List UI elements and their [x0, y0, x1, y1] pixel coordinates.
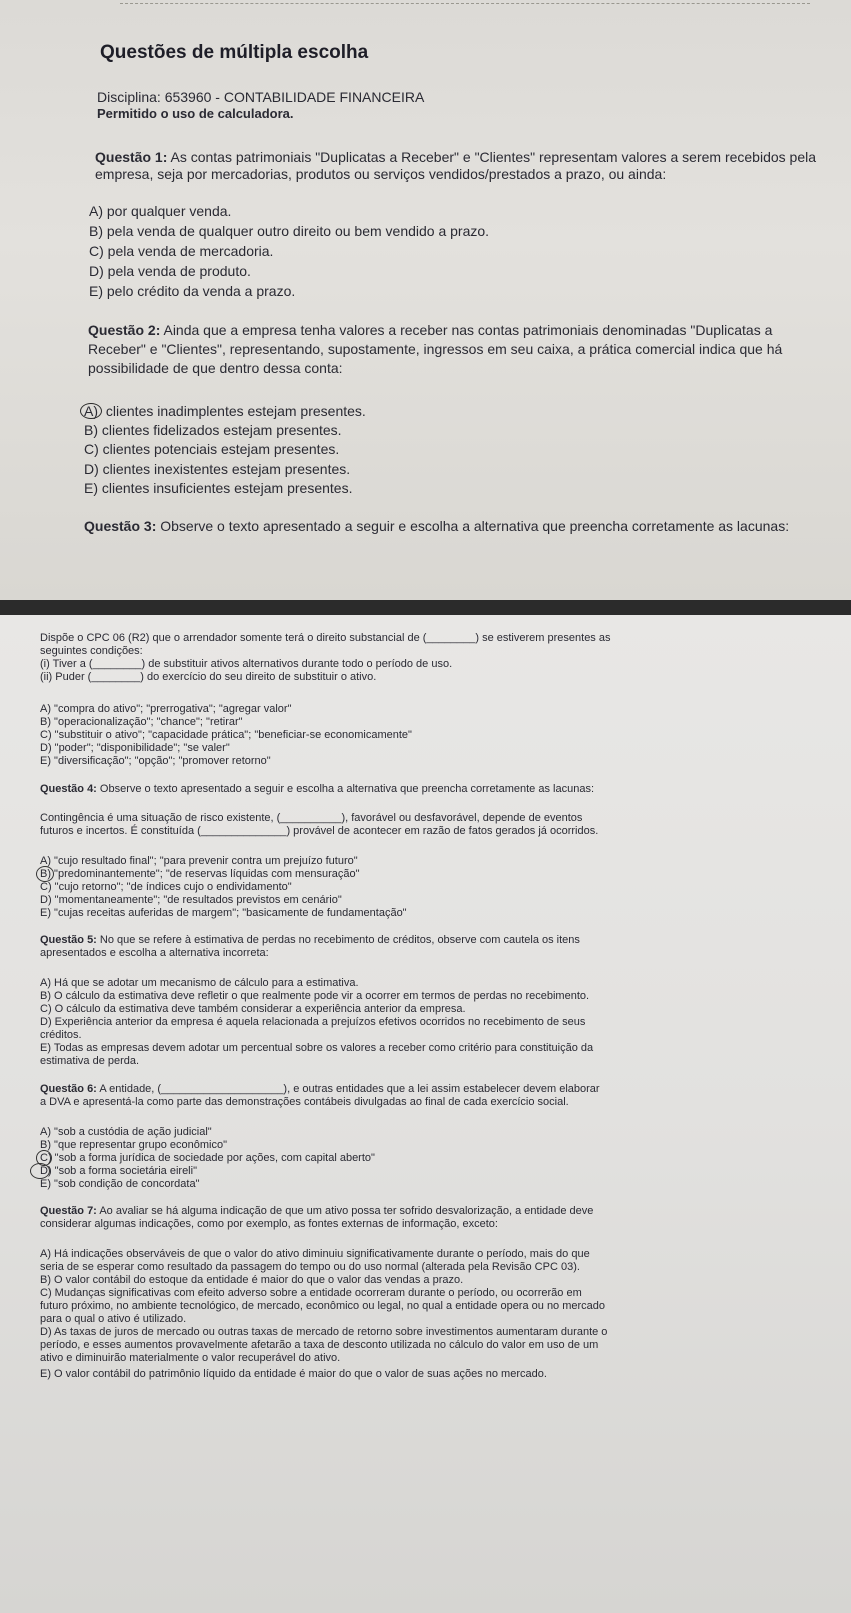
- q3-condition-i: (i) Tiver a (________) de substituir ativos alternativos durante todo o período de uso.: [40, 658, 453, 670]
- q1-option-c: C) pela venda de mercadoria.: [89, 243, 274, 259]
- q4-stem: Questão 4: Observe o texto apresentado a seguir e escolha a alternativa que preencha corretamente as lacunas:: [40, 783, 595, 795]
- page-photo-1: [0, 0, 851, 600]
- q5-option-b: B) O cálculo da estimativa deve refletir o que realmente pode vir a ocorrer em termos de perdas no recebimento.: [40, 990, 590, 1002]
- q7-option-c-cont2: para o qual o ativo é utilizado.: [40, 1313, 187, 1325]
- q3-option-c: C) "substituir o ativo"; "capacidade prática"; "beneficiar-se economicamente": [40, 729, 412, 741]
- q4-option-e: E) "cujas receitas auferidas de margem"; "basicamente de fundamentação": [40, 907, 407, 919]
- q7-option-e: E) O valor contábil do patrimônio líquido da entidade é maior do que o valor de suas ações no mercado.: [40, 1368, 547, 1380]
- q2-option-b: B) clientes fidelizados estejam presentes.: [84, 422, 342, 438]
- q6-label: Questão 6:: [40, 1083, 97, 1095]
- q7-option-d: D) As taxas de juros de mercado ou outras taxas de mercado de retorno sobre investimentos aumentaram durante o: [40, 1326, 608, 1338]
- q7-stem: Questão 7: Ao avaliar se há alguma indicação de que um ativo possa ter sofrido desvalorização, a entidade deve: [40, 1205, 594, 1217]
- q3-label: Questão 3:: [84, 518, 157, 534]
- q5-stem: Questão 5: No que se refere à estimativa de perdas no recebimento de créditos, observe com cautela os itens: [40, 934, 580, 946]
- q3-text-cont: seguintes condições:: [40, 645, 143, 657]
- q5-option-d: D) Experiência anterior da empresa é aquela relacionada a prejuízos efetivos ocorridos no recebimento de seus: [40, 1016, 586, 1028]
- q4-option-c: C) "cujo retorno"; "de índices cujo o endividamento": [40, 881, 292, 893]
- q3-option-e: E) "diversificação"; "opção"; "promover retorno": [40, 755, 271, 767]
- q7-option-a-cont: seria de se esperar como resultado da passagem do tempo ou do uso normal (alterada pela Revisão CPC 03).: [40, 1261, 580, 1273]
- q4-label: Questão 4:: [40, 783, 97, 795]
- q7-option-a: A) Há indicações observáveis de que o valor do ativo diminuiu significativamente durante o período, mais do que: [40, 1248, 590, 1260]
- q3-text: Dispõe o CPC 06 (R2) que o arrendador somente terá o direito substancial de (________) se estiverem presentes as: [40, 632, 611, 644]
- q2-stem: Questão 2: Ainda que a empresa tenha valores a receber nas contas patrimoniais denominadas "Duplicatas a: [88, 322, 773, 338]
- q4-option-d: D) "momentaneamente"; "de resultados previstos em cenário": [40, 894, 342, 906]
- q5-option-a: A) Há que se adotar um mecanismo de cálculo para a estimativa.: [40, 977, 359, 989]
- answer-circle-mark: [30, 1163, 50, 1179]
- q3-stem: Questão 3: Observe o texto apresentado a seguir e escolha a alternativa que preencha corretamente as lacunas:: [84, 518, 790, 534]
- q7-option-c: C) Mudanças significativas com efeito adverso sobre a entidade ocorreram durante o período, ou ocorrerão em: [40, 1287, 582, 1299]
- q2-option-a: A) clientes inadimplentes estejam presentes.: [84, 403, 366, 419]
- q4-text-cont: futuros e incertos. É constituída (______________) provável de acontecer em razão de fatos gerados já ocorridos.: [40, 825, 599, 837]
- q3-option-b: B) "operacionalização"; "chance"; "retirar": [40, 716, 243, 728]
- q4-text: Contingência é uma situação de risco existente, (__________), favorável ou desfavorável, depende de eventos: [40, 812, 583, 824]
- q6-option-b: B) "que representar grupo econômico": [40, 1139, 227, 1151]
- q5-option-e: E) Todas as empresas devem adotar um percentual sobre os valores a receber como critério para constituição da: [40, 1042, 594, 1054]
- q2-label: Questão 2:: [88, 322, 161, 338]
- q2-option-d: D) clientes inexistentes estejam presentes.: [84, 461, 351, 477]
- q5-option-e-cont: estimativa de perda.: [40, 1055, 140, 1067]
- q2-stem-cont2: possibilidade de que dentro dessa conta:: [88, 360, 343, 376]
- q1-stem: Questão 1: As contas patrimoniais "Duplicatas a Receber" e "Clientes" representam valores a serem recebidos pela: [95, 149, 817, 165]
- q6-option-d: D) "sob a forma societária eireli": [40, 1165, 197, 1177]
- q5-option-c: C) O cálculo da estimativa deve também considerar a experiência anterior da empresa.: [40, 1003, 466, 1015]
- q6-text-cont: a DVA e apresentá-la como parte das demonstrações contábeis divulgadas ao final de cada exercício social.: [40, 1096, 569, 1108]
- q5-option-d-cont: créditos.: [40, 1029, 82, 1041]
- q6-option-e: E) "sob condição de concordata": [40, 1178, 200, 1190]
- q6-text: Questão 6: A entidade, (____________________), e outras entidades que a lei assim estabelecer devem elaborar: [40, 1083, 600, 1095]
- calculator-note: Permitido o uso de calculadora.: [97, 106, 294, 121]
- q5-stem-cont: apresentados e escolha a alternativa incorreta:: [40, 947, 269, 959]
- page-title: Questões de múltipla escolha: [100, 42, 369, 63]
- q7-option-d-cont2: ativo e diminuirão materialmente o valor recuperável do ativo.: [40, 1352, 341, 1364]
- q1-option-e: E) pelo crédito da venda a prazo.: [89, 283, 296, 299]
- q7-stem-cont: considerar algumas indicações, como por exemplo, as fontes externas de informação, exceto:: [40, 1218, 498, 1230]
- q1-label: Questão 1:: [95, 149, 168, 165]
- q7-option-d-cont: período, e esses aumentos provavelmente afetarão a taxa de desconto utilizada no cálculo do valor em uso de um: [40, 1339, 599, 1351]
- answer-circle-mark: [36, 866, 54, 882]
- q2-stem-cont: Receber" e "Clientes", representando, supostamente, ingressos em seu caixa, a prática comercial indica que há: [88, 341, 783, 357]
- q1-option-d: D) pela venda de produto.: [89, 263, 251, 279]
- q2-option-c: C) clientes potenciais estejam presentes.: [84, 441, 340, 457]
- q3-condition-ii: (ii) Puder (________) do exercício do seu direito de substituir o ativo.: [40, 671, 377, 683]
- q1-option-b: B) pela venda de qualquer outro direito ou bem vendido a prazo.: [89, 223, 490, 239]
- q7-label: Questão 7:: [40, 1205, 97, 1217]
- q1-stem-cont: empresa, seja por mercadorias, produtos ou serviços vendidos/prestados a prazo, ou ainda:: [95, 166, 667, 182]
- q4-option-b: B) "predominantemente"; "de reservas líquidas com mensuração": [40, 868, 360, 880]
- dashed-divider: [120, 3, 810, 4]
- q6-option-a: A) "sob a custódia de ação judicial": [40, 1126, 212, 1138]
- q5-label: Questão 5:: [40, 934, 97, 946]
- q6-option-c: C) "sob a forma jurídica de sociedade por ações, com capital aberto": [40, 1152, 375, 1164]
- discipline-line: Disciplina: 653960 - CONTABILIDADE FINANCEIRA: [97, 89, 425, 105]
- page-photo-2: [0, 615, 851, 1613]
- q3-option-a: A) "compra do ativo"; "prerrogativa"; "agregar valor": [40, 703, 292, 715]
- q3-option-d: D) "poder"; "disponibilidade"; "se valer": [40, 742, 230, 754]
- q1-option-a: A) por qualquer venda.: [89, 203, 232, 219]
- q4-option-a: A) "cujo resultado final"; "para prevenir contra um prejuízo futuro": [40, 855, 358, 867]
- answer-circle-mark: A): [80, 403, 102, 419]
- q2-option-e: E) clientes insuficientes estejam presentes.: [84, 480, 353, 496]
- q7-option-b: B) O valor contábil do estoque da entidade é maior do que o valor das vendas a prazo.: [40, 1274, 464, 1286]
- q7-option-c-cont: futuro próximo, no ambiente tecnológico, de mercado, econômico ou legal, no qual a entidade opera ou no mercado: [40, 1300, 606, 1312]
